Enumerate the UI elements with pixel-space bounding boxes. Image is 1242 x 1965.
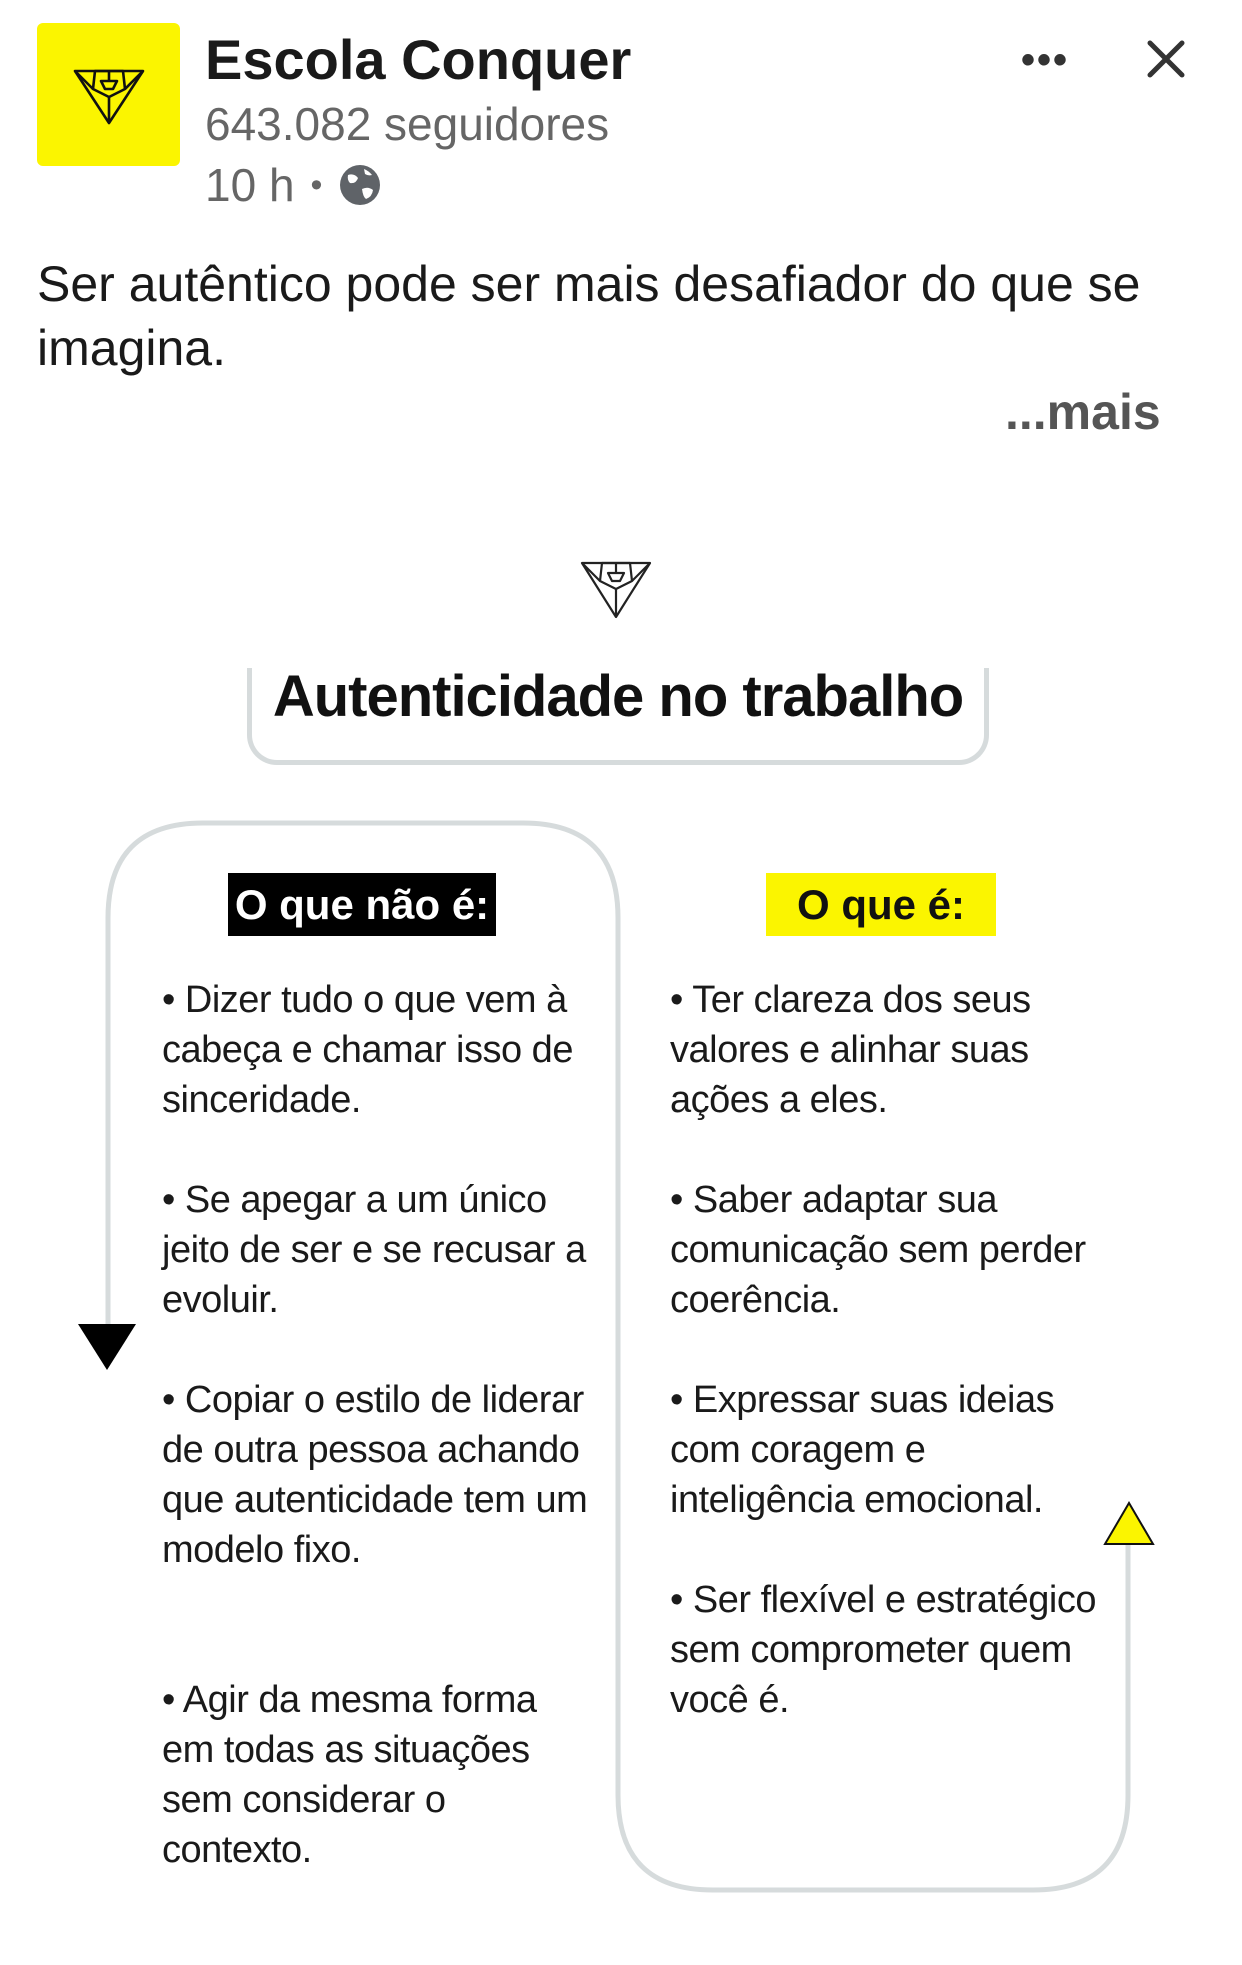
post-text: Ser autêntico pode ser mais desafiador do que se imagina. — [37, 256, 1141, 376]
list-item: • Saber adaptar sua comunicação sem perder coerência. — [670, 1175, 1100, 1325]
meta-separator: • — [310, 165, 323, 204]
list-item: • Ser flexível e estratégico sem comprometer quem você é. — [670, 1575, 1100, 1725]
see-more-link[interactable]: ...mais — [1005, 384, 1161, 440]
list-item: • Agir da mesma forma em todas as situações sem considerar o contexto. — [162, 1675, 592, 1875]
arrow-down-icon — [78, 1324, 136, 1370]
list-item: • Se apegar a um único jeito de ser e se recusar a evoluir. — [162, 1175, 592, 1325]
more-options-button[interactable]: ••• — [1020, 37, 1069, 82]
list-item: • Ter clareza dos seus valores e alinhar suas ações a eles. — [670, 975, 1100, 1125]
account-name[interactable]: Escola Conquer — [205, 28, 632, 91]
list-item: • Dizer tudo o que vem à cabeça e chamar isso de sinceridade. — [162, 975, 592, 1125]
post-time: 10 h — [205, 159, 295, 211]
infographic-title: Autenticidade no trabalho — [272, 664, 964, 729]
heading-what-it-is: O que é: — [766, 873, 996, 936]
follower-count: 643.082 seguidores — [205, 98, 610, 150]
list-item: • Expressar suas ideias com coragem e inteligência emocional. — [670, 1375, 1100, 1525]
arrow-up-icon — [1105, 1503, 1153, 1544]
list-item: • Copiar o estilo de liderar de outra pessoa achando que autenticidade tem um modelo fixo. — [162, 1375, 592, 1575]
heading-what-it-is-not: O que não é: — [228, 873, 496, 936]
